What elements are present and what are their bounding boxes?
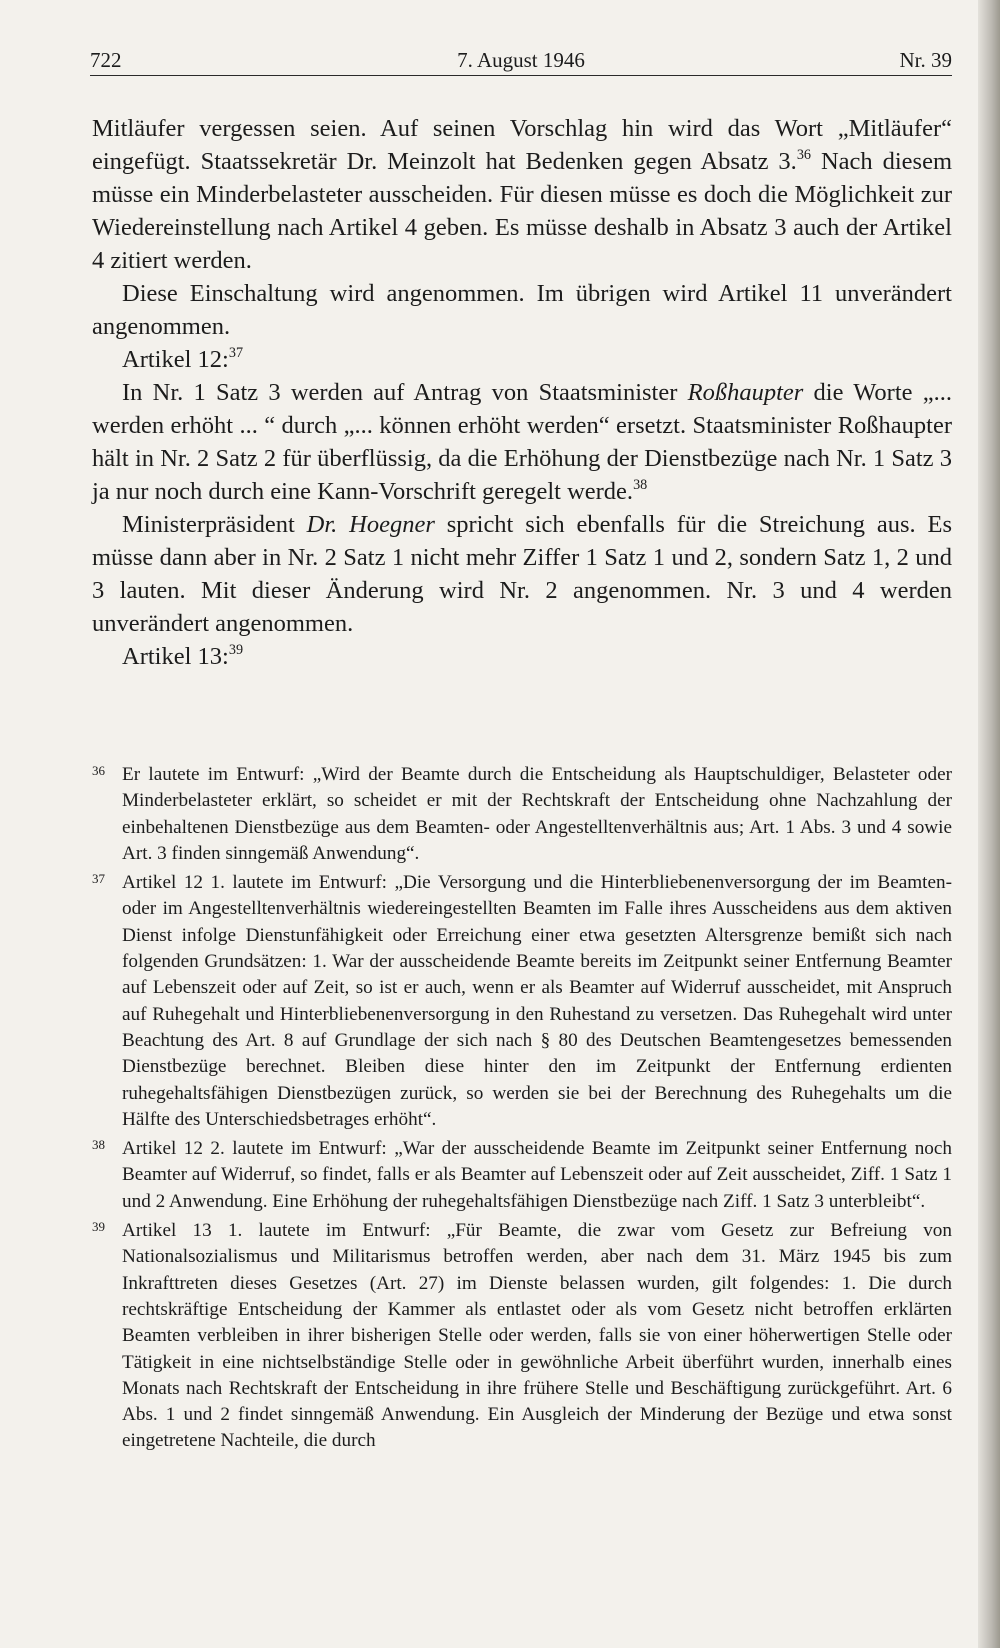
text-run: Mitläufer vergessen seien. Auf seinen Vorschlag hin wird das Wort „Mitläufer“ eingefügt. Staatssekretär Dr. Meinzolt hat Bedenken gegen Absatz 3. [92,115,952,175]
text-run: Nach diesem müsse ein Minderbelasteter ausscheiden. Für diesen müsse es doch die Möglichkeit zur Wiedereinstellung nach Artikel 4 geben. Es müsse deshalb in Absatz 3 auch der Artikel 4 zitiert werden. [92,148,952,274]
footnote-text: Artikel 12 2. lautete im Entwurf: „War der ausscheidende Beamte im Zeitpunkt seiner Entfernung noch Beamter auf Widerruf, so findet, falls er als Beamter auf Lebenszeit oder auf Zeit ausscheidet, Ziff. 1 Satz 1 und 2 Anwendung. Eine Erhöhung der ruhegehaltsfähigen Dienstbezüge nach Ziff. 1 Satz 3 unterbleibt“. [122,1138,952,1212]
footnote-ref: 37 [228,345,244,362]
footnote-number: 38 [92,1137,105,1153]
footnote-number: 36 [92,763,105,778]
footnote [92,1218,952,1455]
text-run: Ministerpräsident [122,511,307,538]
page-number: 722 [90,48,122,72]
footnote-number: 39 [92,1219,105,1235]
person-name: Dr. Hoegner [306,511,435,538]
footnote-ref: 36 [796,147,812,164]
running-header [90,44,952,78]
footnote [92,870,952,1133]
header-rule [90,75,952,76]
paragraph [92,112,952,277]
paragraph [92,376,952,508]
footnote-number: 37 [92,871,105,887]
text-run: spricht sich ebenfalls für die Streichung aus. Es müsse dann aber in Nr. 2 Satz 1 nicht mehr Ziffer 1 Satz 1 und 2, sondern Satz 1, 2 und 3 lauten. Mit dieser Änderung wird Nr. 2 angenommen. Nr. 3 und 4 werden unverändert angenommen. [92,511,952,637]
text-run: Artikel 13: [122,643,229,670]
footnote-ref: 38 [633,477,648,494]
issue-number: Nr. 39 [899,48,952,72]
paragraph [92,508,952,640]
main-text [92,112,952,673]
header-date: 7. August 1946 [457,48,585,72]
footnotes [92,762,952,1458]
article-heading [92,640,952,673]
article-heading [92,343,952,376]
footnote [92,762,952,867]
person-name: Roßhaupter [687,379,804,406]
text-run: In Nr. 1 Satz 3 werden auf Antrag von Staatsminister [122,379,688,406]
footnote-text: Artikel 13 1. lautete im Entwurf: „Für Beamte, die zwar vom Gesetz zur Befreiung von Nationalsozialismus und Militarismus betroffen werden, aber nach dem 31. März 1945 bis zum Inkrafttreten dieses Gesetzes (Art. 27) im Dienste belassen wurden, gilt folgendes: 1. Die durch rechtskräftige Entscheidung der Kammer als entlastet oder als vom Gesetz nicht betroffen erklärten Beamten verbleiben in ihrer bisherigen Stelle oder werden, falls sie von einer höherwertigen Stelle oder Tätigkeit in eine nichtselbständige Stelle oder in gewöhnliche Arbeit überführt wurden, innerhalb eines Monats nach Rechtskraft der Entscheidung in ihre frühere Stelle und Beschäftigung zurückgeführt. Art. 6 Abs. 1 und 2 findet sinngemäß Anwendung. Ein Ausgleich der Minderung der Bezüge und etwa sonst eingetretene Nachteile, die durch [122,1220,952,1452]
text-run: Artikel 12: [122,346,229,373]
footnote-text: Artikel 12 1. lautete im Entwurf: „Die Versorgung und die Hinterbliebenenversorgung der im Beamten- oder im Angestelltenverhältnis wiedereingestellten Beamten im Falle ihres Ausscheidens aus dem aktiven Dienst infolge Dienstunfähigkeit oder Erreichung einer etwa gesetzten Altersgrenze bemißt sich nach folgenden Grundsätzen: 1. War der ausscheidende Beamte bereits im Zeitpunkt seiner Entfernung Beamter auf Lebenszeit oder auf Zeit, so ist er auch, wenn er als Beamter auf Widerruf ausscheidet, mit Anspruch auf Ruhegehalt und Hinterbliebenenversorgung in den Ruhestand zu versetzen. Das Ruhegehalt wird unter Beachtung des Art. 8 auf Grundlage der sich nach § 80 des Deutschen Beamtengesetzes bemessenden Dienstbezüge berechnet. Bleiben diese hinter den im Zeitpunkt der Entfernung erdienten ruhegehaltsfähigen Dienstbezügen zurück, so werden sie bei der Berechnung des Ruhegehalts um die Hälfte des Unterschiedsbetrages erhöht“. [122,872,952,1130]
paragraph: Diese Einschaltung wird angenommen. Im übrigen wird Artikel 11 unverändert angenommen. [92,280,952,340]
footnote [92,1136,952,1215]
footnote-ref: 39 [228,642,244,659]
footnote-text: Er lautete im Entwurf: „Wird der Beamte durch die Entscheidung als Hauptschuldiger, Belasteter oder Minderbelasteter erklärt, so scheidet er mit der Rechtskraft der Entscheidung ohne Nachzahlung der einbehaltenen Dienstbezüge aus dem Beamten- oder Angestelltenverhältnis aus; Art. 1 Abs. 3 und 4 sowie Art. 3 finden sinngemäß Anwendung“. [122,764,952,864]
page-edge-shadow [978,0,1000,1648]
text-run: die Worte „... werden erhöht ... “ durch „... können erhöht werden“ ersetzt. Staatsminister Roßhaupter hält in Nr. 2 Satz 2 für überflüssig, da die Erhöhung der Dienstbezüge nach Nr. 1 Satz 3 ja nur noch durch eine Kann-Vorschrift geregelt werde. [92,379,952,505]
